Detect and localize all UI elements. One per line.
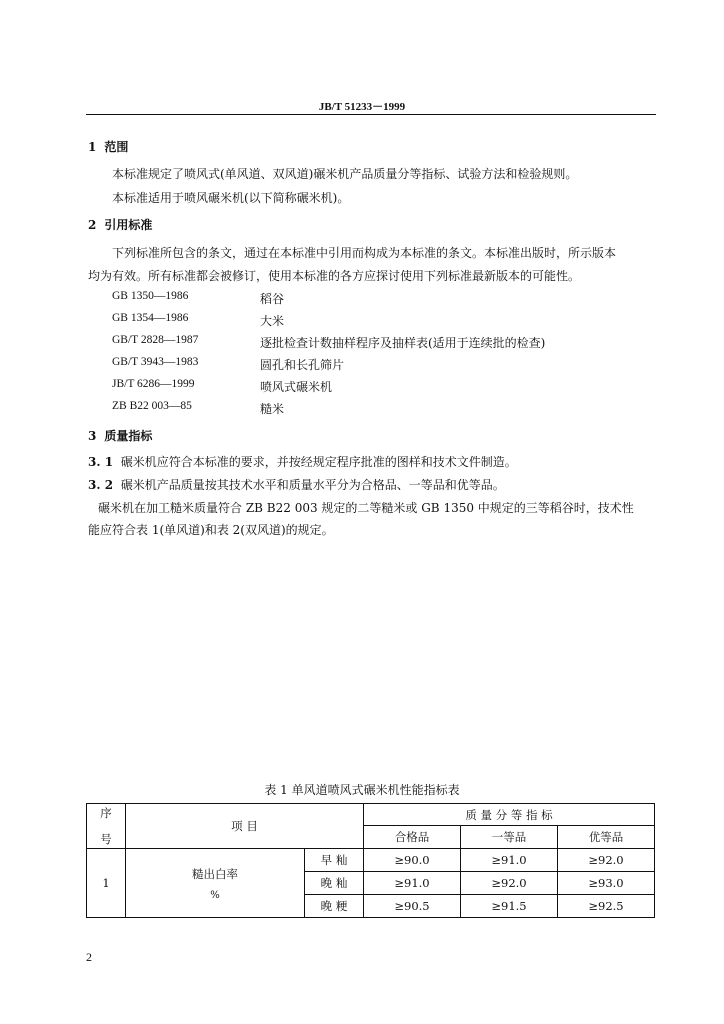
grade-qualified-header: 合格品 — [364, 826, 461, 849]
item-header-cell: 项 目 — [126, 804, 364, 849]
row-item-line-1: 糙出白率 — [192, 866, 238, 881]
section-2-title: 引用标准 — [104, 218, 153, 232]
subrow-label: 早 籼 — [305, 849, 364, 872]
reference-name: 圆孔和长孔筛片 — [260, 358, 345, 372]
reference-name: 大米 — [260, 314, 285, 328]
section-3-paragraph-line-2: 能应符合表 1(单风道)和表 2(双风道)的规定。 — [88, 523, 334, 537]
value-cell: ≥90.5 — [364, 895, 461, 918]
section-3-number: 3 — [88, 429, 97, 443]
reference-code: GB/T 2828—1987 — [112, 334, 199, 346]
section-1-title: 范围 — [104, 140, 129, 154]
table-header-row — [87, 804, 655, 826]
clause-3-1 — [88, 451, 658, 473]
reference-name: 喷风式碾米机 — [260, 380, 333, 394]
row-seq-cell: 1 — [87, 849, 126, 918]
section-1-heading — [88, 138, 128, 155]
section-3-title: 质量指标 — [104, 429, 153, 443]
reference-code: GB 1354—1986 — [112, 312, 189, 324]
page-number: 2 — [86, 950, 92, 964]
clause-3-2-number: 3. 2 — [88, 478, 114, 492]
section-1-paragraph-2: 本标准适用于喷风碾米机(以下简称碾米机)。 — [112, 191, 350, 205]
value-cell: ≥93.0 — [558, 872, 655, 895]
seq-header-line-2: 号 — [100, 832, 112, 846]
table-1-caption: 表 1 单风道喷风式碾米机性能指标表 — [264, 783, 460, 797]
section-3-heading — [88, 427, 152, 444]
row-item-cell — [126, 849, 305, 918]
section-2-heading — [88, 216, 152, 233]
reference-code: GB 1350—1986 — [112, 290, 189, 302]
subrow-label: 晚 籼 — [305, 872, 364, 895]
reference-code: GB/T 3943—1983 — [112, 356, 199, 368]
section-1-number: 1 — [88, 140, 97, 154]
seq-header-line-1: 序 — [100, 806, 112, 820]
reference-name: 逐批检查计数抽样程序及抽样表(适用于连续批的检查) — [260, 336, 546, 350]
section-2-paragraph-line-1: 下列标准所包含的条文，通过在本标准中引用而构成为本标准的条文。本标准出版时，所示版本 — [112, 246, 617, 260]
section-3-paragraph-line-1: 碾米机在加工糙米质量符合 ZB B22 003 规定的二等糙米或 GB 1350 中规定的三等稻谷时，技术性 — [98, 501, 634, 515]
reference-code: ZB B22 003—85 — [112, 400, 192, 412]
grade-superior-header: 优等品 — [558, 826, 655, 849]
value-cell: ≥91.0 — [461, 849, 558, 872]
value-cell: ≥90.0 — [364, 849, 461, 872]
value-cell: ≥91.0 — [364, 872, 461, 895]
row-item-unit: % — [210, 889, 220, 901]
value-cell: ≥91.5 — [461, 895, 558, 918]
reference-code: JB/T 6286—1999 — [112, 378, 195, 390]
section-2-number: 2 — [88, 218, 97, 232]
grade-header-cell: 质 量 分 等 指 标 — [364, 804, 655, 826]
performance-table — [86, 803, 655, 918]
table-row — [87, 849, 655, 872]
standard-code-header: JB/T 51233－1999 — [318, 101, 406, 113]
value-cell: ≥92.0 — [558, 849, 655, 872]
section-2-paragraph-line-2: 均为有效。所有标准都会被修订，使用本标准的各方应探讨使用下列标准最新版本的可能性。 — [88, 269, 581, 283]
clause-3-1-number: 3. 1 — [88, 455, 114, 469]
seq-header-cell — [87, 804, 126, 849]
value-cell: ≥92.5 — [558, 895, 655, 918]
reference-name: 糙米 — [260, 402, 285, 416]
subrow-label: 晚 粳 — [305, 895, 364, 918]
value-cell: ≥92.0 — [461, 872, 558, 895]
reference-name: 稻谷 — [260, 292, 285, 306]
header-divider — [86, 114, 656, 115]
clause-3-2-text: 碾米机产品质量按其技术水平和质量水平分为合格品、一等品和优等品。 — [120, 478, 505, 492]
grade-first-class-header: 一等品 — [461, 826, 558, 849]
section-1-paragraph-1: 本标准规定了喷风式(单风道、双风道)碾米机产品质量分等指标、试验方法和检验规则。 — [112, 167, 578, 181]
clause-3-1-text: 碾米机应符合本标准的要求，并按经规定程序批准的图样和技术文件制造。 — [120, 455, 517, 469]
clause-3-2 — [88, 474, 658, 496]
